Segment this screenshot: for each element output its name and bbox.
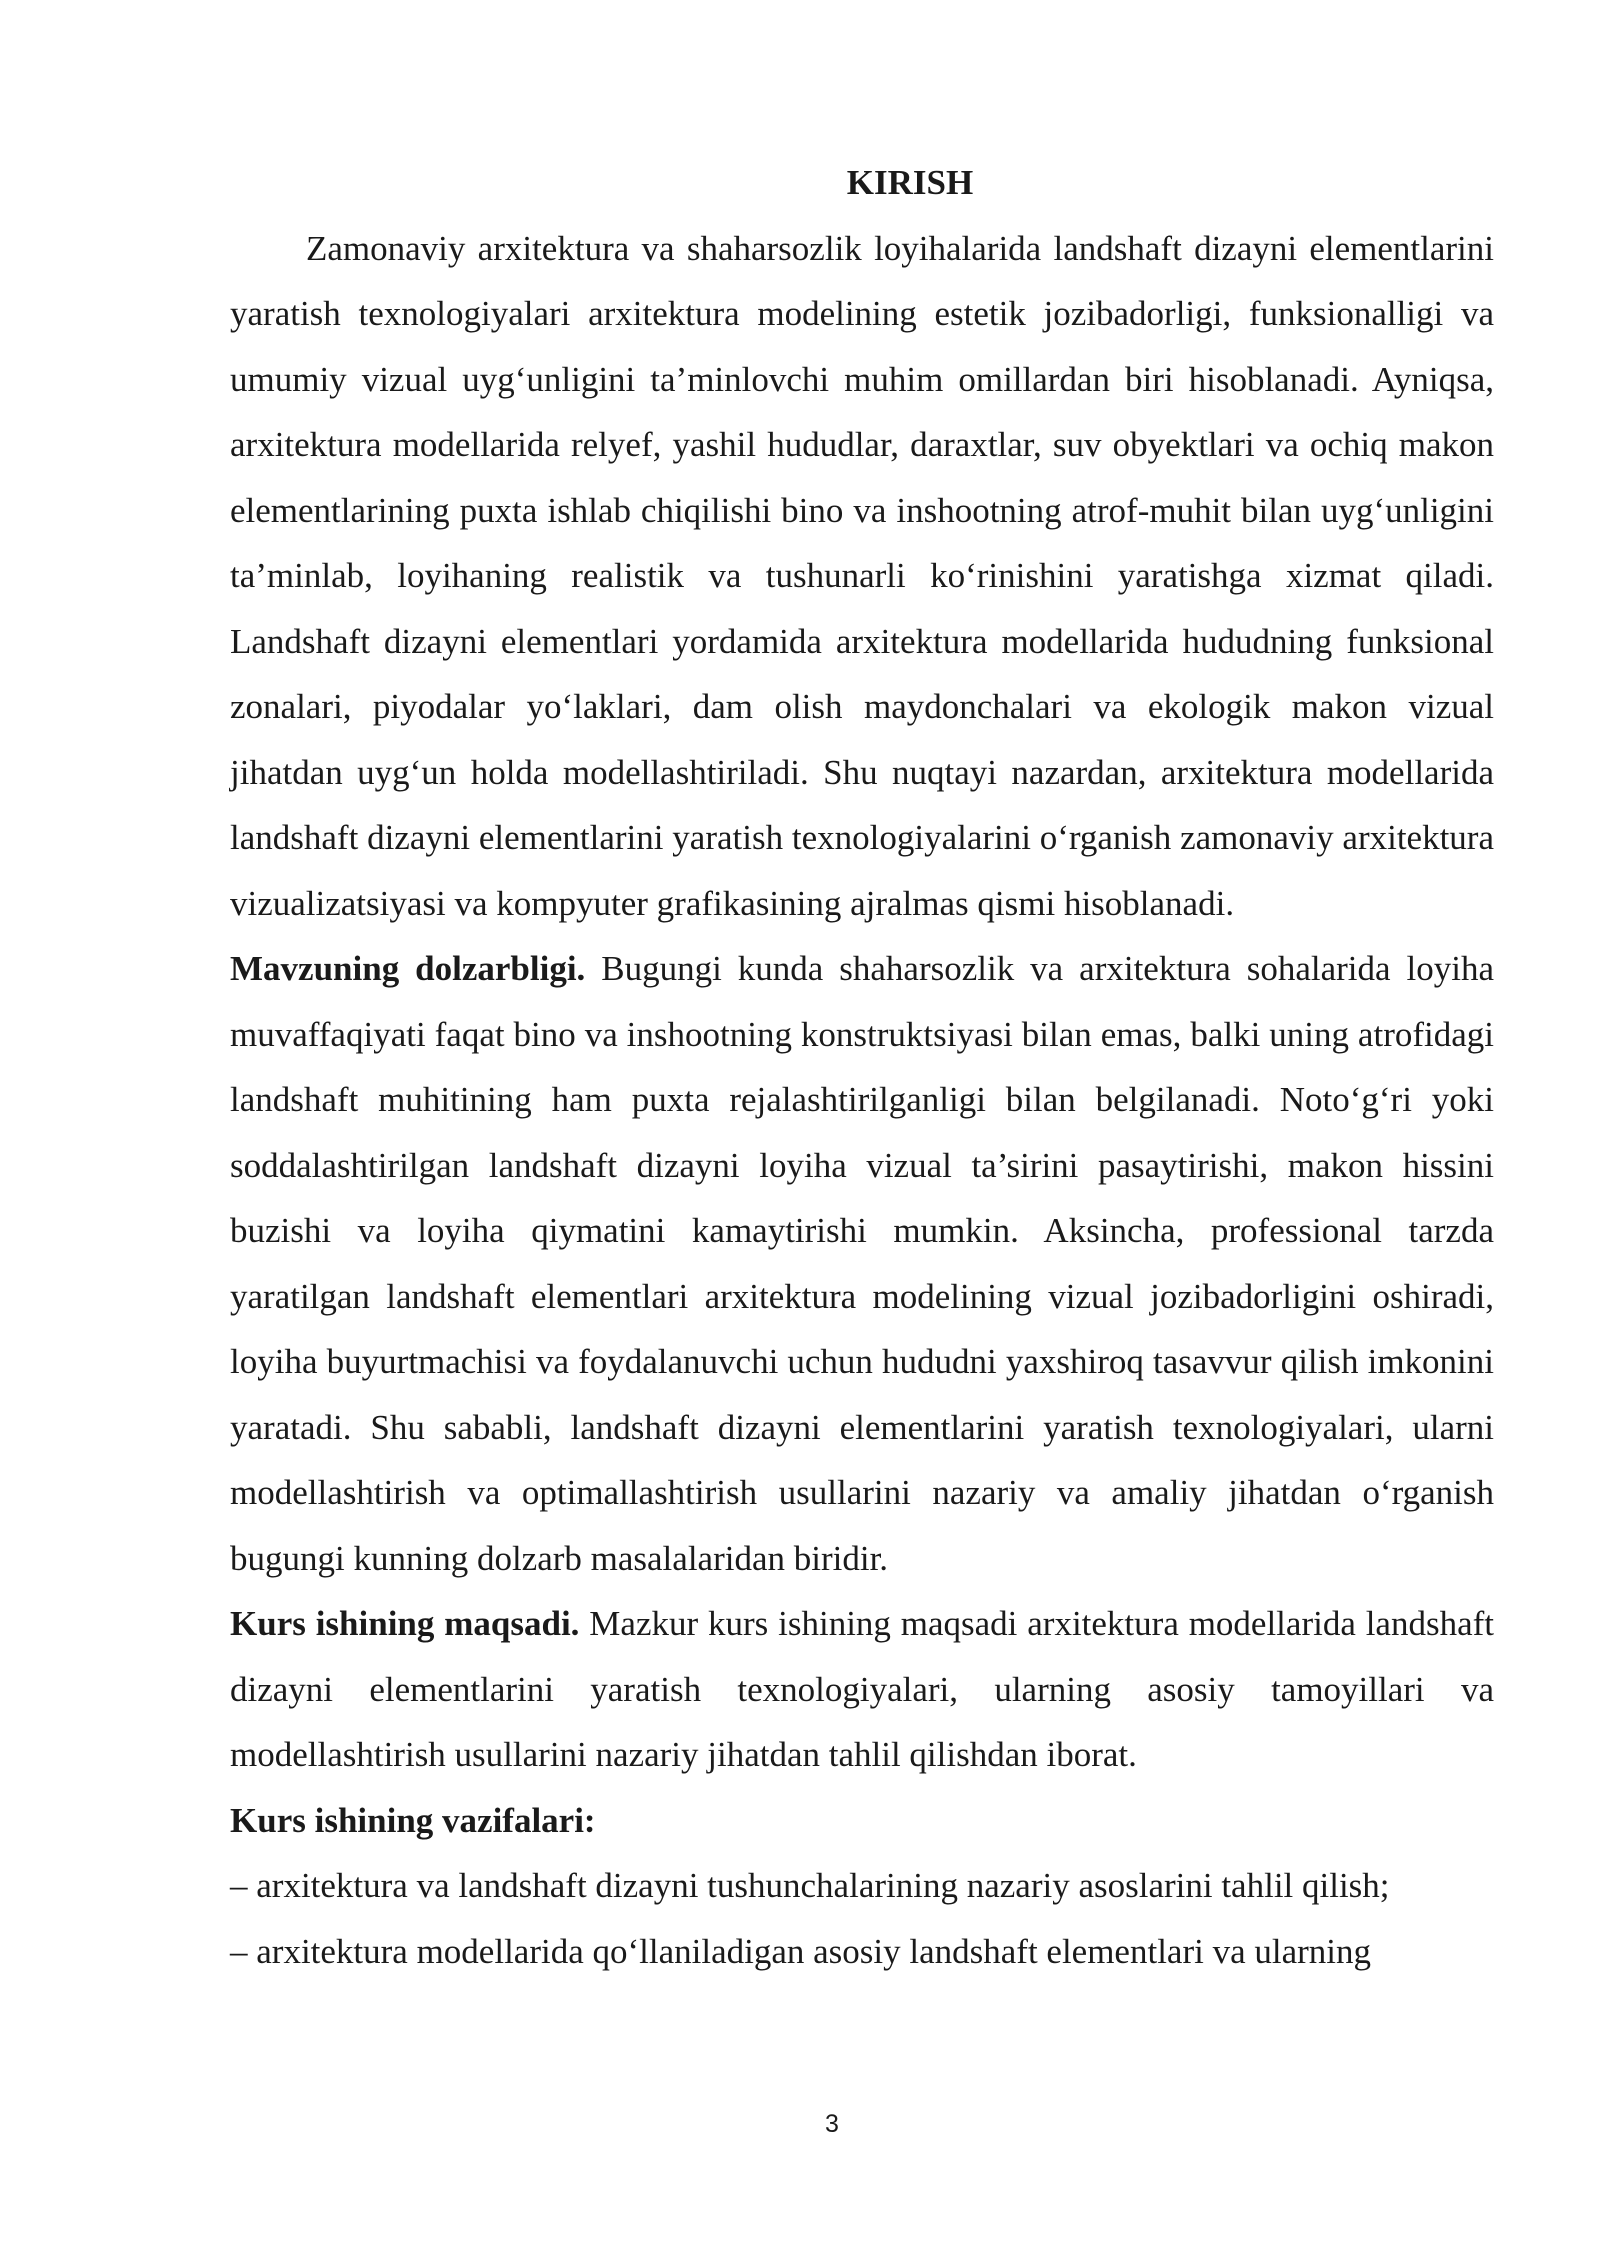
- task-item: – arxitektura modellarida qo‘llaniladigan asosiy landshaft elementlari va ularning: [230, 1931, 1372, 1971]
- relevance-heading: Mavzuning dolzarbligi.: [230, 949, 586, 988]
- goal-heading: Kurs ishining maqsadi.: [230, 1604, 580, 1643]
- section-title: KIRISH: [846, 163, 974, 202]
- page-number: 3: [825, 2110, 839, 2138]
- goal-paragraph: [230, 1591, 1494, 1788]
- intro-paragraph: Zamonaviy arxitektura va shaharsozlik loyihalarida landshaft dizayni elementlarini yaratish texnologiyalari arxitektura modelining estetik jozibadorligi, funksionalligi va umumiy vizual uyg‘unligini ta’minlovchi muhim omillardan biri hisoblanadi. Ayniqsa, arxitektura modellarida relyef, yashil hududlar, daraxtlar, suv obyektlari va ochiq makon elementlarining puxta ishlab chiqilishi bino va inshootning atrof-muhit bilan uyg‘unligini ta’minlab, loyihaning realistik va tushunarli ko‘rinishini yaratishga xizmat qiladi. Landshaft dizayni elementlari yordamida arxitektura modellarida hududning funksional zonalari, piyodalar yo‘laklari, dam olish maydonchalari va ekologik makon vizual jihatdan uyg‘un holda modellashtiriladi. Shu nuqtayi nazardan, arxitektura modellarida landshaft dizayni elementlarini yaratish texnologiyalarini o‘rganish zamonaviy arxitektura vizualizatsiyasi va kompyuter grafikasining ajralmas qismi hisoblanadi.: [230, 228, 1494, 923]
- relevance-paragraph: [230, 936, 1494, 1591]
- relevance-text: Bugungi kunda shaharsozlik va arxitektura sohalarida loyiha muvaffaqiyati faqat bino va inshootning konstruktsiyasi bilan emas, balki uning atrofidagi landshaft muhitining ham puxta rejalashtirilganligi bilan belgilanadi. Noto‘g‘ri yoki soddalashtirilgan landshaft dizayni loyiha vizual ta’sirini pasaytirishi, makon hissini buzishi va loyiha qiymatini kamaytirishi mumkin. Aksincha, professional tarzda yaratilgan landshaft elementlari arxitektura modelining vizual jozibadorligini oshiradi, loyiha buyurtmachisi va foydalanuvchi uchun hududni yaxshiroq tasavvur qilish imkonini yaratadi. Shu sababli, landshaft dizayni elementlarini yaratish texnologiyalari, ularni modellashtirish va optimallashtirish usullarini nazariy va amaliy jihatdan o‘rganish bugungi kunning dolzarb masalalaridan biridir.: [230, 949, 1494, 1578]
- task-item: – arxitektura va landshaft dizayni tushunchalarining nazariy asoslarini tahlil qilish;: [230, 1866, 1390, 1905]
- goal-text: Mazkur kurs ishining maqsadi arxitektura modellarida landshaft dizayni elementlarini yaratish texnologiyalari, ularning asosiy tamoyillari va modellashtirish usullarini nazariy jihatdan tahlil qilishdan iborat.: [230, 1604, 1495, 1774]
- document-page: [230, 150, 1494, 1984]
- tasks-heading: Kurs ishining vazifalari:: [230, 1800, 596, 1840]
